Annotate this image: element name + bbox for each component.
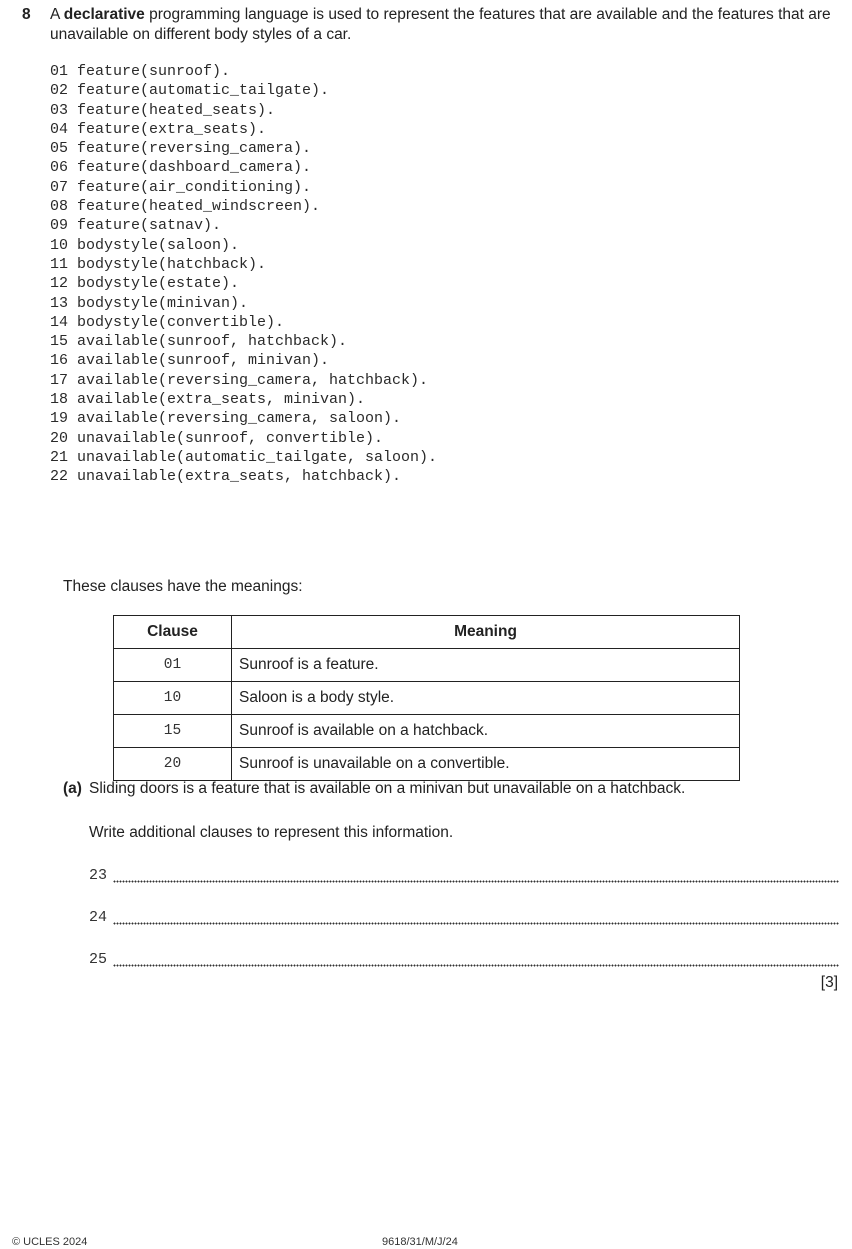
code-line: 11 bodystyle(hatchback). bbox=[50, 255, 267, 273]
code-line: 21 unavailable(automatic_tailgate, saloon). bbox=[50, 448, 438, 466]
meanings-intro: These clauses have the meanings: bbox=[63, 578, 303, 595]
code-line: 09 feature(satnav). bbox=[50, 217, 222, 235]
question-intro bbox=[50, 5, 850, 45]
clause-column-header: Clause bbox=[114, 616, 232, 649]
clause-cell: 15 bbox=[114, 715, 232, 748]
answer-line-number: 23 bbox=[89, 867, 108, 884]
footer-paper-code: 9618/31/M/J/24 bbox=[382, 1236, 458, 1248]
code-line: 20 unavailable(sunroof, convertible). bbox=[50, 429, 384, 447]
answer-line-number: 25 bbox=[89, 951, 108, 968]
answer-line[interactable] bbox=[89, 908, 839, 928]
code-line: 04 feature(extra_seats). bbox=[50, 120, 267, 138]
code-line: 19 available(reversing_camera, saloon). bbox=[50, 410, 402, 428]
dotted-answer-space[interactable] bbox=[113, 880, 839, 883]
meaning-cell: Saloon is a body style. bbox=[232, 682, 740, 715]
question-intro-bold: declarative bbox=[63, 6, 145, 23]
answer-line[interactable] bbox=[89, 950, 839, 970]
code-line: 05 feature(reversing_camera). bbox=[50, 140, 312, 158]
clause-cell: 10 bbox=[114, 682, 232, 715]
code-listing bbox=[50, 62, 750, 487]
code-line: 18 available(extra_seats, minivan). bbox=[50, 391, 366, 409]
code-line: 16 available(sunroof, minivan). bbox=[50, 352, 330, 370]
answer-line[interactable] bbox=[89, 866, 839, 886]
code-line: 08 feature(heated_windscreen). bbox=[50, 198, 321, 216]
table-row bbox=[114, 649, 740, 682]
code-line: 07 feature(air_conditioning). bbox=[50, 178, 312, 196]
code-line: 13 bodystyle(minivan). bbox=[50, 294, 249, 312]
code-line: 15 available(sunroof, hatchback). bbox=[50, 333, 348, 351]
footer-copyright: © UCLES 2024 bbox=[12, 1236, 88, 1248]
question-number: 8 bbox=[22, 6, 31, 23]
meaning-cell: Sunroof is available on a hatchback. bbox=[232, 715, 740, 748]
clause-cell: 01 bbox=[114, 649, 232, 682]
answer-line-number: 24 bbox=[89, 909, 108, 926]
table-header-row bbox=[114, 616, 740, 649]
table-row bbox=[114, 748, 740, 781]
code-line: 02 feature(automatic_tailgate). bbox=[50, 82, 330, 100]
table-row bbox=[114, 682, 740, 715]
marks-allocation: [3] bbox=[820, 974, 838, 991]
code-line: 01 feature(sunroof). bbox=[50, 63, 231, 80]
code-line: 10 bodystyle(saloon). bbox=[50, 236, 240, 254]
code-line: 22 unavailable(extra_seats, hatchback). bbox=[50, 468, 402, 486]
dotted-answer-space[interactable] bbox=[113, 964, 839, 967]
meaning-cell: Sunroof is a feature. bbox=[232, 649, 740, 682]
part-a-instruction: Write additional clauses to represent this information. bbox=[89, 824, 454, 841]
dotted-answer-space[interactable] bbox=[113, 922, 839, 925]
meaning-column-header: Meaning bbox=[232, 616, 740, 649]
question-intro-start: A bbox=[50, 6, 64, 23]
code-line: 06 feature(dashboard_camera). bbox=[50, 159, 312, 177]
question-intro-end: programming language is used to represent the features that are available and the features that are unavailable on different body styles of a car. bbox=[50, 6, 831, 43]
part-a-text: Sliding doors is a feature that is available on a minivan but unavailable on a hatchback. bbox=[89, 780, 686, 797]
meaning-cell: Sunroof is unavailable on a convertible. bbox=[232, 748, 740, 781]
code-line: 12 bodystyle(estate). bbox=[50, 275, 240, 293]
code-line: 03 feature(heated_seats). bbox=[50, 101, 276, 119]
code-line: 17 available(reversing_camera, hatchback). bbox=[50, 371, 429, 389]
code-line: 14 bodystyle(convertible). bbox=[50, 313, 285, 331]
clause-meanings-table bbox=[113, 615, 740, 781]
table-row bbox=[114, 715, 740, 748]
part-a-label: (a) bbox=[63, 780, 82, 797]
clause-cell: 20 bbox=[114, 748, 232, 781]
